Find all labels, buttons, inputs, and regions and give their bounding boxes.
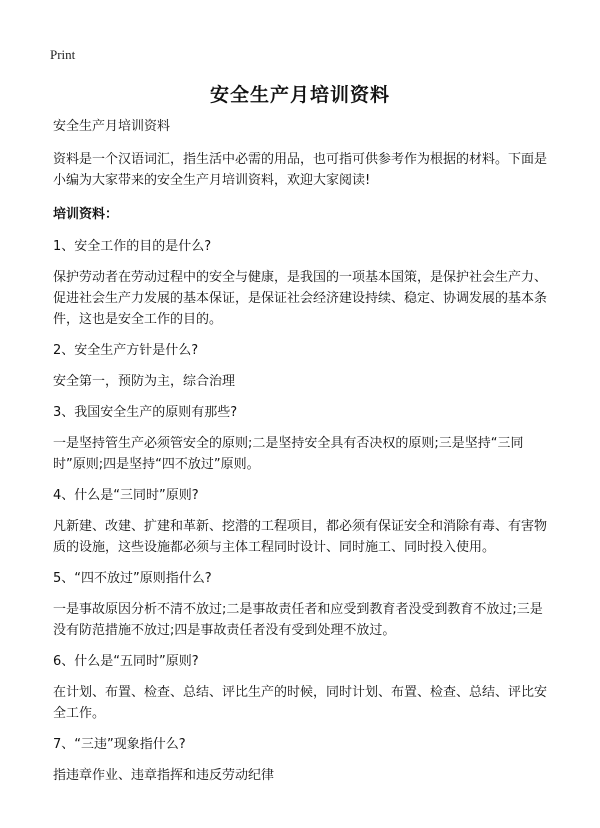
question-7: 7、“三违”现象指什么? — [53, 737, 186, 752]
question-1: 1、安全工作的目的是什么? — [53, 239, 212, 254]
answer-4: 凡新建、改建、扩建和革新、挖潜的工程项目，都必须有保证安全和消除有毒、有害物质的设施，这些设施都必须与主体工程同时设计、同时施工、同时投入使用。 — [53, 519, 548, 555]
answer-1: 保护劳动者在劳动过程中的安全与健康，是我国的一项基本国策，是保护社会生产力、促进社会生产力发展的基本保证，是保证社会经济建设持续、稳定、协调发展的基本条件，这也是安全工作的目的。 — [53, 270, 548, 327]
question-2: 2、安全生产方针是什么? — [53, 343, 199, 358]
answer-5: 一是事故原因分析不清不放过;二是事故责任者和应受到教育者没受到教育不放过;三是没有防范措施不放过;四是事故责任者没有受到处理不放过。 — [53, 602, 543, 638]
answer-3: 一是坚持管生产必须管安全的原则;二是坚持安全具有否决权的原则;三是坚持“三同时”原则;四是坚持“四不放过”原则。 — [53, 436, 524, 472]
answer-7: 指违章作业、违章指挥和违反劳动纪律 — [53, 768, 275, 783]
question-5: 5、“四不放过”原则指什么? — [53, 571, 212, 586]
section-heading: 培训资料： — [53, 207, 119, 222]
question-4: 4、什么是“三同时”原则? — [53, 488, 199, 503]
print-link[interactable]: Print — [50, 47, 76, 62]
page-title: 安全生产月培训资料 — [209, 84, 390, 106]
question-6: 6、什么是“五同时”原则? — [53, 654, 199, 669]
intro-paragraph: 资料是一个汉语词汇，指生活中必需的用品，也可指可供参考作为根据的材料。下面是小编为大家带来的安全生产月培训资料，欢迎大家阅读! — [53, 152, 548, 188]
article-subtitle: 安全生产月培训资料 — [53, 119, 171, 134]
question-3: 3、我国安全生产的原则有那些? — [53, 405, 238, 420]
article-body — [53, 116, 553, 796]
answer-6: 在计划、布置、检查、总结、评比生产的时候，同时计划、布置、检查、总结、评比安全工作。 — [53, 685, 548, 721]
answer-2: 安全第一，预防为主，综合治理 — [53, 374, 236, 389]
